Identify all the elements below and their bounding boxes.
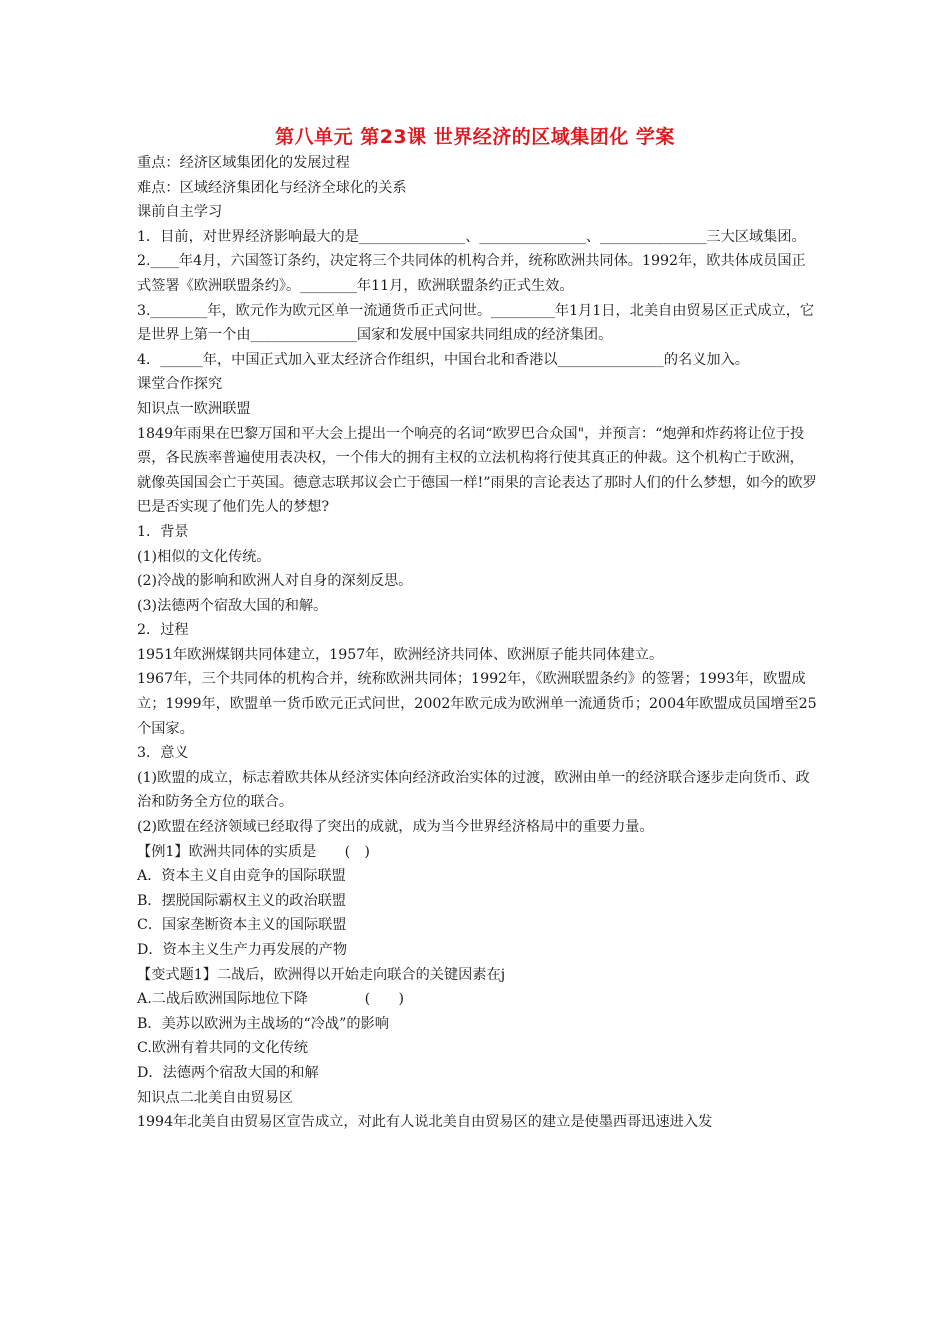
significance-heading: 3．意义 — [137, 745, 189, 762]
example-1-question: 【例1】欧洲共同体的实质是 ( ) — [137, 843, 370, 860]
section-heading-class: 课堂合作探究 — [137, 376, 223, 393]
process-line-1: 1951年欧洲煤钢共同体建立，1957年，欧洲经济共同体、欧洲原子能共同体建立。 — [137, 646, 664, 663]
example-1-option-a: A．资本主义自由竞争的国际联盟 — [137, 868, 346, 885]
example-1-option-c: C．国家垄断资本主义的国际联盟 — [137, 917, 347, 934]
nafta-paragraph: 1994年北美自由贸易区宣告成立，对此有人说北美自由贸易区的建立是使墨西哥迅速进入发 — [137, 1114, 713, 1131]
variant-1-question: 【变式题1】二战后，欧洲得以开始走向联合的关键因素在j — [137, 966, 506, 983]
hugo-paragraph: 1849年雨果在巴黎万国和平大会上提出一个响亮的名词“欧罗巴合众国"，并预言：“炮弹和炸药将让位于投票，各民族率普遍使用表决权，一个伟大的拥有主权的立法机构将行使其真正的仲裁。这个机构亡于欧洲，就像英国国会亡于英国。德意志联邦议会亡于德国一样!”雨果的言论表达了那时人们的什么梦想，如今的欧罗巴是否实现了他们先人的梦想? — [137, 425, 817, 516]
difficult-point: 难点：区域经济集团化与经济全球化的关系 — [137, 179, 407, 196]
section-heading-preview: 课前自主学习 — [137, 204, 223, 221]
background-heading: 1．背景 — [137, 523, 189, 540]
variant-1-option-b: B．美苏以欧洲为主战场的“冷战”的影响 — [137, 1015, 389, 1032]
background-item-1: (1)相似的文化传统。 — [137, 548, 271, 565]
variant-1-option-c: C.欧洲有着共同的文化传统 — [137, 1040, 308, 1057]
process-heading: 2．过程 — [137, 622, 189, 639]
example-1-option-d: D．资本主义生产力再发展的产物 — [137, 942, 348, 958]
question-4: 4．______年，中国正式加入亚太经济合作组织，中国台北和香港以_______________的名义加入。 — [137, 351, 749, 368]
knowledge-point-2-heading: 知识点二北美自由贸易区 — [137, 1089, 294, 1106]
document-body — [137, 151, 817, 1135]
example-1-option-b: B．摆脱国际霸权主义的政治联盟 — [137, 892, 347, 909]
page-title: 第八单元 第23课 世界经济的区域集团化 学案 — [275, 126, 675, 148]
process-line-2: 1967年，三个共同体的机构合并，统称欧洲共同体；1992年，《欧洲联盟条约》的签署；1993年，欧盟成立；1999年，欧盟单一货币欧元正式问世，2002年欧元成为欧洲单一流通货币；2004年欧盟成员国增至25个国家。 — [137, 671, 817, 737]
significance-item-2: (2)欧盟在经济领域已经取得了突出的成就，成为当今世界经济格局中的重要力量。 — [137, 819, 654, 836]
variant-1-option-a: A.二战后欧洲国际地位下降 ( ) — [137, 991, 405, 1008]
question-1: 1．目前，对世界经济影响最大的是_______________、_______________、_______________三大区域集团。 — [137, 228, 806, 245]
variant-1-option-d: D．法德两个宿敌大国的和解 — [137, 1064, 319, 1081]
background-item-3: (3)法德两个宿敌大国的和解。 — [137, 597, 328, 614]
significance-item-1: (1)欧盟的成立，标志着欧共体从经济实体向经济政治实体的过渡，欧洲由单一的经济联合逐步走向货币、政治和防务全方位的联合。 — [137, 769, 810, 811]
question-3: 3.________年，欧元作为欧元区单一流通货币正式问世。_________年1月1日，北美自由贸易区正式成立，它是世界上第一个由_______________国家和发展中国家共同组成的经济集团。 — [137, 302, 815, 344]
knowledge-point-1-heading: 知识点一欧洲联盟 — [137, 400, 251, 417]
question-2: 2.____年4月，六国签订条约，决定将三个共同体的机构合并，统称欧洲共同体。1992年，欧共体成员国正式签署《欧洲联盟条约》。________年11月，欧洲联盟条约正式生效。 — [137, 253, 806, 294]
background-item-2: (2)冷战的影响和欧洲人对自身的深刻反思。 — [137, 573, 413, 590]
key-point: 重点：经济区域集团化的发展过程 — [137, 155, 350, 171]
